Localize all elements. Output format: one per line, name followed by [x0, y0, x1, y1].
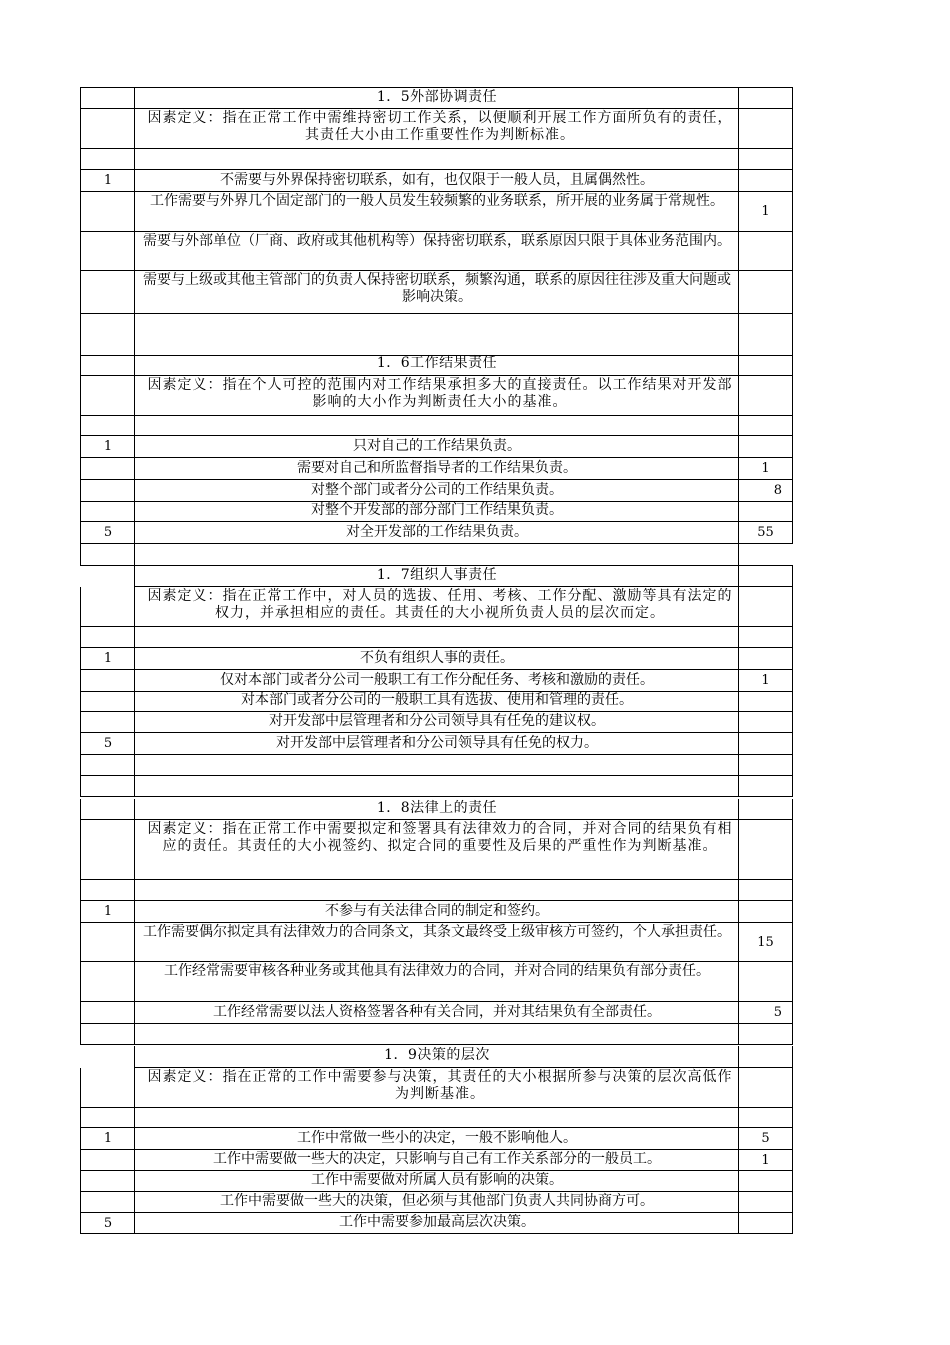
level-number: 1	[80, 436, 135, 458]
level-number-cell	[80, 354, 135, 376]
level-number-cell	[80, 755, 135, 776]
section-title-row	[0, 87, 950, 109]
score-cell	[738, 776, 793, 797]
level-number-cell	[80, 544, 135, 566]
level-row	[0, 1192, 950, 1213]
section-title-row	[0, 799, 950, 820]
level-score: 5	[738, 1002, 793, 1024]
level-row	[0, 522, 950, 544]
level-description: 工作需要偶尔拟定具有法律效力的合同条文，其条文最终受上级审核方可签约，个人承担责任。	[134, 923, 739, 962]
definition-row	[0, 109, 950, 149]
level-number-cell	[80, 314, 135, 356]
level-score	[738, 436, 793, 458]
score-cell	[738, 354, 793, 376]
section-title-row	[0, 566, 950, 587]
score-cell	[738, 416, 793, 436]
score-cell	[738, 544, 793, 566]
level-score: 55	[738, 522, 793, 544]
level-row	[0, 458, 950, 480]
level-score	[738, 648, 793, 670]
level-description: 工作中常做一些小的决定，一般不影响他人。	[134, 1128, 739, 1150]
level-description: 需要与外部单位（厂商、政府或其他机构等）保持密切联系，联系原因只限于具体业务范围内。	[134, 232, 739, 271]
level-number	[80, 1192, 135, 1213]
score-cell	[738, 799, 793, 820]
level-number: 1	[80, 901, 135, 923]
score-cell	[738, 755, 793, 776]
description-cell	[134, 544, 739, 566]
level-row	[0, 1171, 950, 1192]
level-number	[80, 458, 135, 480]
definition-row	[0, 376, 950, 416]
level-number-cell	[80, 1068, 135, 1108]
level-description: 工作经常需要以法人资格签署各种有关合同，并对其结果负有全部责任。	[134, 1002, 739, 1024]
level-row	[0, 923, 950, 962]
blank-row	[0, 1024, 950, 1045]
level-description: 对开发部中层管理者和分公司领导具有任免的权力。	[134, 733, 739, 755]
level-description: 不需要与外界保持密切联系，如有，也仅限于一般人员，且属偶然性。	[134, 170, 739, 192]
level-number-cell	[80, 1046, 135, 1068]
blank-row	[0, 880, 950, 901]
level-score: 1	[738, 192, 793, 232]
score-cell	[738, 627, 793, 648]
level-number	[80, 192, 135, 232]
level-score	[738, 962, 793, 1002]
level-row	[0, 733, 950, 755]
level-row	[0, 648, 950, 670]
level-number	[80, 712, 135, 733]
level-score	[738, 733, 793, 755]
level-row	[0, 232, 950, 271]
score-cell	[738, 314, 793, 356]
level-number-cell	[80, 566, 135, 587]
level-row	[0, 962, 950, 1002]
definition-row	[0, 587, 950, 627]
level-score	[738, 901, 793, 923]
level-number: 5	[80, 522, 135, 544]
description-cell	[134, 776, 739, 797]
description-cell	[134, 627, 739, 648]
level-number	[80, 502, 135, 522]
level-row	[0, 502, 950, 522]
level-number-cell	[80, 627, 135, 648]
factor-definition: 因素定义：指在正常工作中需要拟定和签署具有法律效力的合同，并对合同的结果负有相应的责任。其责任的大小视签约、拟定合同的重要性及后果的严重性作为判断基准。	[134, 820, 739, 880]
level-number	[80, 670, 135, 692]
score-cell	[738, 566, 793, 587]
level-description: 对整个开发部的部分部门工作结果负责。	[134, 502, 739, 522]
level-number-cell	[80, 149, 135, 170]
level-score: 1	[738, 670, 793, 692]
level-number-cell	[80, 820, 135, 880]
description-cell	[134, 416, 739, 436]
level-description: 需要对自己和所监督指导者的工作结果负责。	[134, 458, 739, 480]
level-description: 工作中需要做对所属人员有影响的决策。	[134, 1171, 739, 1192]
level-description: 工作经常需要审核各种业务或其他具有法律效力的合同，并对合同的结果负有部分责任。	[134, 962, 739, 1002]
level-number-cell	[80, 1024, 135, 1045]
level-score: 15	[738, 923, 793, 962]
level-score	[738, 232, 793, 271]
factor-definition: 因素定义：指在正常工作中需维持密切工作关系，以便顺利开展工作方面所负有的责任，其责任大小由工作重要性作为判断标准。	[134, 109, 739, 149]
level-description: 工作中需要做一些大的决定，只影响与自己有工作关系部分的一般员工。	[134, 1150, 739, 1171]
level-number	[80, 692, 135, 712]
level-score	[738, 712, 793, 733]
level-description: 对开发部中层管理者和分公司领导具有任免的建议权。	[134, 712, 739, 733]
level-number: 1	[80, 1128, 135, 1150]
level-row	[0, 670, 950, 692]
blank-row	[0, 314, 950, 356]
description-cell	[134, 755, 739, 776]
level-score	[738, 170, 793, 192]
score-cell	[738, 376, 793, 416]
level-number-cell	[80, 880, 135, 901]
level-number-cell	[80, 799, 135, 820]
level-row	[0, 1128, 950, 1150]
score-cell	[738, 1108, 793, 1128]
level-number-cell	[80, 587, 135, 627]
level-description: 对全开发部的工作结果负责。	[134, 522, 739, 544]
level-description: 工作需要与外界几个固定部门的一般人员发生较频繁的业务联系，所开展的业务属于常规性。	[134, 192, 739, 232]
blank-row	[0, 416, 950, 436]
level-description: 对整个部门或者分公司的工作结果负责。	[134, 480, 739, 502]
score-cell	[738, 149, 793, 170]
level-score	[738, 1171, 793, 1192]
level-number	[80, 480, 135, 502]
level-number	[80, 1171, 135, 1192]
level-description: 只对自己的工作结果负责。	[134, 436, 739, 458]
score-cell	[738, 587, 793, 627]
description-cell	[134, 880, 739, 901]
description-cell	[134, 1024, 739, 1045]
description-cell	[134, 1108, 739, 1128]
blank-row	[0, 755, 950, 776]
blank-row	[0, 149, 950, 170]
level-number	[80, 232, 135, 271]
level-number	[80, 1002, 135, 1024]
score-cell	[738, 1046, 793, 1068]
level-score: 1	[738, 1150, 793, 1171]
level-row	[0, 901, 950, 923]
level-number-cell	[80, 87, 135, 109]
level-description: 工作中需要做一些大的决策，但必须与其他部门负责人共同协商方可。	[134, 1192, 739, 1213]
level-number	[80, 271, 135, 314]
level-score: 8	[738, 480, 793, 502]
level-number: 5	[80, 733, 135, 755]
level-number-cell	[80, 376, 135, 416]
level-number-cell	[80, 776, 135, 797]
blank-row	[0, 544, 950, 566]
level-row	[0, 1213, 950, 1234]
section-title: 1．7组织人事责任	[134, 566, 739, 587]
level-score	[738, 1213, 793, 1234]
level-description: 需要与上级或其他主管部门的负责人保持密切联系，频繁沟通，联系的原因往往涉及重大问题或影响决策。	[134, 271, 739, 314]
factor-definition: 因素定义：指在正常的工作中需要参与决策，其责任的大小根据所参与决策的层次高低作为判断基准。	[134, 1068, 739, 1108]
level-number-cell	[80, 109, 135, 149]
section-title: 1．6工作结果责任	[134, 354, 739, 376]
score-cell	[738, 880, 793, 901]
level-description: 不参与有关法律合同的制定和签约。	[134, 901, 739, 923]
level-number-cell	[80, 1108, 135, 1128]
score-cell	[738, 820, 793, 880]
level-row	[0, 480, 950, 502]
level-description: 不负有组织人事的责任。	[134, 648, 739, 670]
level-number: 5	[80, 1213, 135, 1234]
description-cell	[134, 314, 739, 356]
level-score: 5	[738, 1128, 793, 1150]
score-cell	[738, 1068, 793, 1108]
section-title-row	[0, 354, 950, 376]
level-number	[80, 962, 135, 1002]
level-description: 对本部门或者分公司的一般职工具有选拔、使用和管理的责任。	[134, 692, 739, 712]
level-score	[738, 692, 793, 712]
definition-row	[0, 820, 950, 880]
score-cell	[738, 109, 793, 149]
level-row	[0, 692, 950, 712]
definition-row	[0, 1068, 950, 1108]
blank-row	[0, 1108, 950, 1128]
description-cell	[134, 149, 739, 170]
level-row	[0, 170, 950, 192]
level-number: 1	[80, 170, 135, 192]
level-row	[0, 1150, 950, 1171]
level-row	[0, 192, 950, 232]
level-number: 1	[80, 648, 135, 670]
level-score	[738, 502, 793, 522]
level-row	[0, 712, 950, 733]
section-title: 1．8法律上的责任	[134, 799, 739, 820]
level-number	[80, 923, 135, 962]
level-score	[738, 271, 793, 314]
blank-row	[0, 627, 950, 648]
factor-definition: 因素定义：指在个人可控的范围内对工作结果承担多大的直接责任。以工作结果对开发部影响的大小作为判断责任大小的基准。	[134, 376, 739, 416]
section-title: 1．5外部协调责任	[134, 87, 739, 109]
level-score: 1	[738, 458, 793, 480]
section-title-row	[0, 1046, 950, 1068]
level-description: 仅对本部门或者分公司一般职工有工作分配任务、考核和激励的责任。	[134, 670, 739, 692]
level-row	[0, 1002, 950, 1024]
factor-definition: 因素定义：指在正常工作中，对人员的选拔、任用、考核、工作分配、激励等具有法定的权力，并承担相应的责任。其责任的大小视所负责人员的层次而定。	[134, 587, 739, 627]
level-number-cell	[80, 416, 135, 436]
level-description: 工作中需要参加最高层次决策。	[134, 1213, 739, 1234]
score-cell	[738, 1024, 793, 1045]
level-score	[738, 1192, 793, 1213]
score-cell	[738, 87, 793, 109]
level-row	[0, 436, 950, 458]
level-number	[80, 1150, 135, 1171]
section-title: 1．9决策的层次	[134, 1046, 739, 1068]
level-row	[0, 271, 950, 314]
blank-row	[0, 776, 950, 797]
